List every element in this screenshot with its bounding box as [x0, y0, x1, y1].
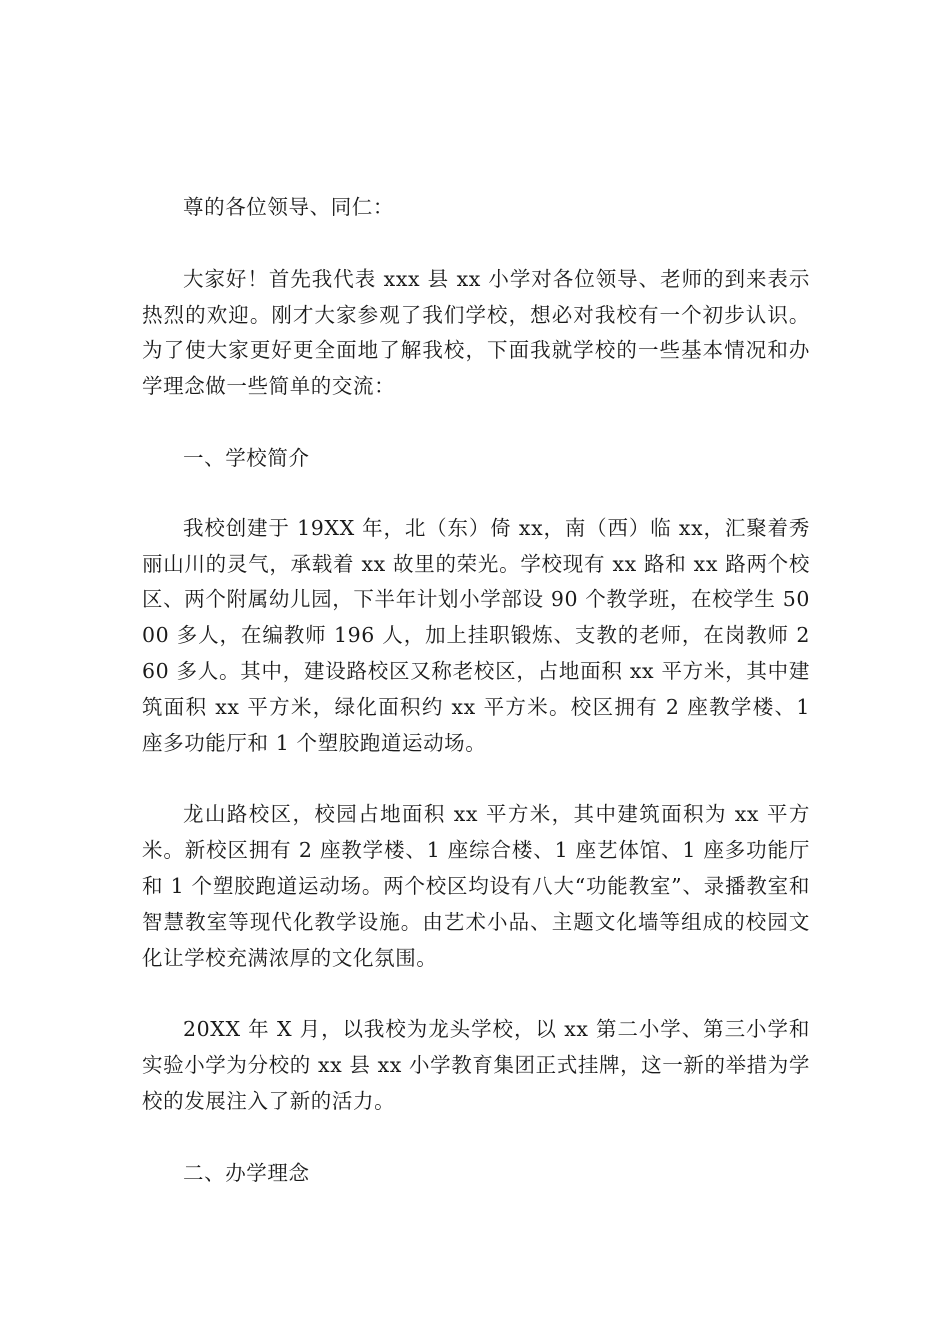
- greeting-paragraph: 尊的各位领导、同仁：: [183, 195, 394, 219]
- section-heading-school-intro: 一、学校简介: [183, 445, 310, 470]
- section-heading-philosophy: 二、办学理念: [183, 1160, 310, 1185]
- school-history-paragraph: 我校创建于 19XX 年，北（东）倚 xx，南（西）临 xx，汇聚着秀丽山川的灵气，承载着 xx 故里的荣光。学校现有 xx 路和 xx 路两个校区、两个附属幼儿园，下半年计划小学部设 90 个教学班，在校学生 5000 多人，在编教师 196 人，加上挂职锻炼、支教的老师，在岗教师 260 多人。其中，建设路校区又称老校区，占地面积 xx 平方米，其中建筑面积 xx 平方米，绿化面积约 xx 平方米。校区拥有 2 座教学楼、1 座多功能厅和 1 个塑胶跑道运动场。: [142, 515, 810, 755]
- education-group-paragraph: 20XX 年 X 月，以我校为龙头学校，以 xx 第二小学、第三小学和实验小学为分校的 xx 县 xx 小学教育集团正式挂牌，这一新的举措为学校的发展注入了新的活力。: [142, 1017, 810, 1113]
- longshan-campus-paragraph: 龙山路校区，校园占地面积 xx 平方米，其中建筑面积为 xx 平方米。新校区拥有 2 座教学楼、1 座综合楼、1 座艺体馆、1 座多功能厅和 1 个塑胶跑道运动场。两个校区均设有八大“功能教室”、录播教室和智慧教室等现代化教学设施。由艺术小品、主题文化墙等组成的校园文化让学校充满浓厚的文化氛围。: [142, 802, 810, 970]
- document-body: [142, 190, 810, 1226]
- intro-paragraph: 大家好！首先我代表 xxx 县 xx 小学对各位领导、老师的到来表示热烈的欢迎。刚才大家参观了我们学校，想必对我校有一个初步认识。为了使大家更好更全面地了解我校，下面我就学校的一些基本情况和办学理念做一些简单的交流：: [142, 266, 810, 399]
